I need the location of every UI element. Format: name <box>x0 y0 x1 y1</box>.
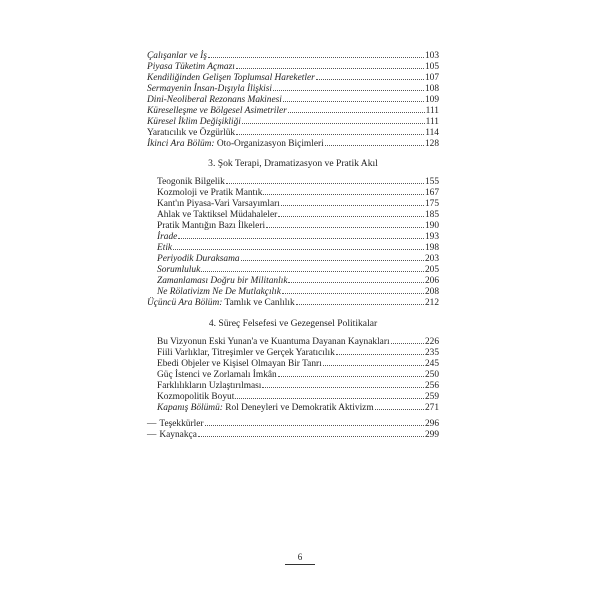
dot-leader <box>283 94 424 102</box>
toc-entry-page: 250 <box>424 370 439 380</box>
toc-entry-page: 107 <box>424 73 439 83</box>
toc-entry-title: Teogonik Bilgelik <box>157 177 225 187</box>
toc-entry-page: 245 <box>424 359 439 369</box>
toc-entry-title: Sermayenin İnsan-Dışıyla İlişkisi <box>147 84 272 94</box>
dot-leader <box>242 116 425 124</box>
toc-entry-page: 208 <box>424 287 439 297</box>
toc-entry-page: 108 <box>424 84 439 94</box>
toc-entry-title: Periyodik Duraksama <box>157 254 240 264</box>
toc-entry-title: Piyasa Tüketim Açmazı <box>147 62 235 72</box>
toc-entry-page: 256 <box>424 381 439 391</box>
dot-leader <box>288 105 425 113</box>
dot-leader <box>325 138 424 146</box>
toc-entry <box>157 176 439 187</box>
closing-title: Rol Deneyleri ve Demokratik Aktivizm <box>225 403 374 413</box>
toc-entry <box>157 275 439 286</box>
em-dash: — <box>147 419 157 429</box>
toc-entry-page: 259 <box>424 392 439 402</box>
dot-leader <box>235 391 424 399</box>
page-number: 6 <box>297 552 303 562</box>
toc-entry <box>157 347 439 358</box>
dot-leader <box>391 336 424 344</box>
dot-leader <box>281 198 424 206</box>
dot-leader <box>201 264 424 272</box>
dot-leader <box>241 253 424 261</box>
toc-entry <box>147 127 439 138</box>
toc-entry-page: 226 <box>424 337 439 347</box>
toc-entry-page: 103 <box>424 51 439 61</box>
toc-entry-page: 205 <box>424 265 439 275</box>
toc-entry-title: Sorumluluk <box>157 265 201 275</box>
toc-entry-title: Pratik Mantığın Bazı İlkeleri <box>157 221 266 231</box>
toc-entry-page: 190 <box>424 221 439 231</box>
dot-leader <box>278 209 424 217</box>
dot-leader <box>208 50 424 58</box>
toc-entry-page: 193 <box>424 232 439 242</box>
toc-interlude-entry <box>147 297 439 308</box>
dot-leader <box>336 347 424 355</box>
toc-entry <box>157 198 439 209</box>
toc-entry-page: 114 <box>425 128 439 138</box>
interlude-label: Üçüncü Ara Bölüm: <box>147 298 223 308</box>
toc-entry-title: Farklılıkların Uzlaştırılması <box>157 381 262 391</box>
toc-entry-title: Kozmoloji ve Pratik Mantık <box>157 188 263 198</box>
toc-entry-page: 109 <box>424 95 439 105</box>
toc-entry-title: Dini-Neoliberal Rezonans Makinesi <box>147 95 282 105</box>
toc-entry-page: 128 <box>424 139 439 149</box>
toc-entry <box>157 380 439 391</box>
toc-entry-page: 206 <box>424 276 439 286</box>
dot-leader <box>236 61 424 69</box>
dot-leader <box>205 418 424 426</box>
toc-entry-page: 185 <box>424 210 439 220</box>
em-dash: — <box>147 430 157 440</box>
toc-entry-page: 111 <box>425 117 439 127</box>
toc-entry <box>157 242 439 253</box>
toc-entry-page: 175 <box>424 199 439 209</box>
toc-entry-page: 296 <box>424 419 439 429</box>
dot-leader <box>263 187 423 195</box>
toc-entry <box>157 187 439 198</box>
toc-entry <box>147 50 439 61</box>
toc-entry-title: Etik <box>157 243 173 253</box>
toc-entry <box>157 336 439 347</box>
toc-entry <box>157 253 439 264</box>
toc-entry-title: İrade <box>157 232 178 242</box>
dot-leader <box>375 402 424 410</box>
toc-entry <box>147 94 439 105</box>
dot-leader <box>266 220 424 228</box>
toc-entry-title: Ahlak ve Taktiksel Müdahaleler <box>157 210 278 220</box>
toc-entry-title <box>157 403 374 414</box>
toc-entry-title: Zamanlaması Doğru bir Militanlık <box>157 276 288 286</box>
toc-entry <box>157 220 439 231</box>
dot-leader <box>288 275 423 283</box>
toc-entry-page: 198 <box>424 243 439 253</box>
toc-entry-title: Yaratıcılık ve Özgürlük <box>147 128 236 138</box>
toc-entry <box>157 391 439 402</box>
toc-closing-entry <box>157 402 439 413</box>
toc-entry-page: 105 <box>424 62 439 72</box>
toc-entry-title: Kant'ın Piyasa-Vari Varsayımları <box>157 199 280 209</box>
dot-leader <box>236 127 424 135</box>
interlude-title: Oto-Organizasyon Biçimleri <box>216 139 324 149</box>
toc-entry-title: Bu Vizyonun Eski Yunan'a ve Kuantuma Dayanan Kaynakları <box>157 337 390 347</box>
toc-entry <box>147 105 439 116</box>
toc-entry-page: 203 <box>424 254 439 264</box>
toc-entry-page: 111 <box>425 106 439 116</box>
chapter-heading: 3. Şok Terapi, Dramatizasyon ve Pratik Akıl <box>208 158 378 169</box>
toc-entry <box>157 358 439 369</box>
back-matter-title: Teşekkürler <box>159 419 204 429</box>
toc-entry-title: Ebedi Objeler ve Kişisel Olmayan Bir Tanrı <box>157 359 322 369</box>
toc-entry-title <box>147 139 324 150</box>
toc-entry-title: Fiili Varlıklar, Titreşimler ve Gerçek Yaratıcılık <box>157 348 335 358</box>
toc-entry <box>147 116 439 127</box>
toc-entry <box>147 72 439 83</box>
dot-leader <box>296 297 424 305</box>
toc-entry-page: 271 <box>424 403 439 413</box>
dot-leader <box>173 242 424 250</box>
toc-interlude-entry <box>147 138 439 149</box>
dot-leader <box>178 231 424 239</box>
toc-entry-page: 235 <box>424 348 439 358</box>
dot-leader <box>278 369 424 377</box>
toc-entry-title: Küresel İklim Değişikliği <box>147 117 241 127</box>
toc-back-matter-entry <box>147 418 439 429</box>
dot-leader <box>262 380 424 388</box>
toc-entry <box>147 83 439 94</box>
dot-leader <box>323 358 424 366</box>
closing-label: Kapanış Bölümü: <box>157 403 223 413</box>
toc-entry <box>157 209 439 220</box>
dot-leader <box>198 429 424 437</box>
dot-leader <box>273 83 424 91</box>
toc-entry-title <box>147 298 295 309</box>
toc-entry-title: Kozmopolitik Boyut <box>157 392 235 402</box>
dot-leader <box>316 72 424 80</box>
chapter-heading: 4. Süreç Felsefesi ve Gezegensel Politikalar <box>208 318 378 329</box>
toc-entry-title: Kendiliğinden Gelişen Toplumsal Hareketler <box>147 73 315 83</box>
interlude-title: Tamlık ve Canlılık <box>224 298 295 308</box>
dot-leader <box>226 176 424 184</box>
toc-entry-title: Güç İstenci ve Zorlamalı İmkân <box>157 370 277 380</box>
toc-entry-title: Çalışanlar ve İş <box>147 51 207 61</box>
toc-entry <box>157 231 439 242</box>
back-matter-title: Kaynakça <box>159 430 197 440</box>
toc-entry-page: 212 <box>424 298 439 308</box>
toc-entry-title <box>147 430 197 441</box>
toc-entry <box>157 264 439 275</box>
toc-entry-page: 167 <box>424 188 439 198</box>
toc-entry-title: Ne Rölativizm Ne De Mutlakçılık <box>157 287 281 297</box>
toc-entry-title: Küreselleşme ve Bölgesel Asimetriler <box>147 106 287 116</box>
toc-back-matter-entry <box>147 429 439 440</box>
toc-entry-page: 299 <box>424 430 439 440</box>
toc-entry <box>157 286 439 297</box>
interlude-label: İkinci Ara Bölüm: <box>147 139 215 149</box>
dot-leader <box>282 286 424 294</box>
toc-entry-page: 155 <box>424 177 439 187</box>
toc-entry <box>157 369 439 380</box>
toc-entry <box>147 61 439 72</box>
page-number-underline <box>285 564 315 565</box>
